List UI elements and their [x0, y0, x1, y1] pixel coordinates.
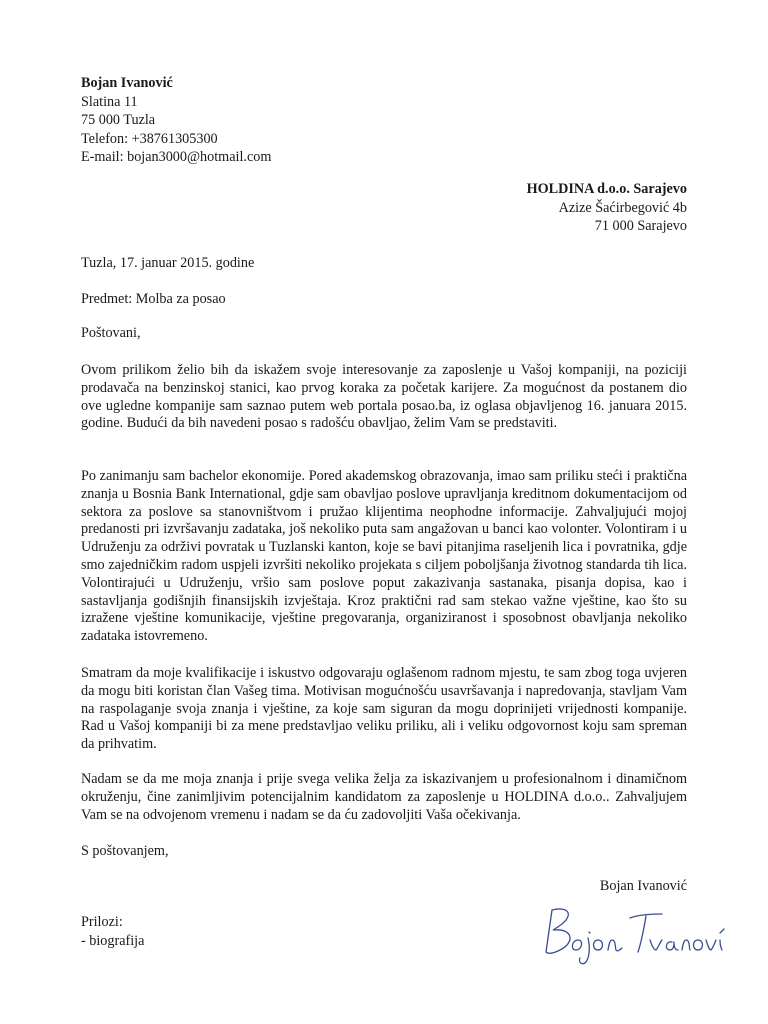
- recipient-street: Azize Šaćirbegović 4b: [558, 199, 687, 216]
- signature-typed-name: Bojan Ivanović: [599, 878, 687, 894]
- sender-city: 75 000 Tuzla: [81, 112, 156, 128]
- attachment-item: - biografija: [81, 932, 145, 949]
- recipient-city: 71 000 Sarajevo: [594, 218, 687, 234]
- paragraph-intro: Ovom prilikom želio bih da iskažem svoje interesovanje za zaposlenje u Vašoj kompaniji, na poziciji prodavača na benzinskoj stanici, kao prvog koraka za početak karijere. Za mogućnost da postanem dio ove ugledne kompanije sam saznao putem web portala posao.ba, iz oglasa objavljenog 16. januara 2015. godine. Budući da bih navedeni posao s radošću obavljao, želim Vam se predstaviti.: [81, 362, 687, 432]
- sender-phone: Telefon: +38761305300: [81, 130, 218, 147]
- paragraph-qualifications: Smatram da moje kvalifikacije i iskustvo odgovaraju oglašenom radnom mjestu, te sam zbog toga uvjeren da mogu biti koristan član Vašeg tima. Motivisan mogućnošću usavršavanja i napredovanja, stavljam Vam na raspolaganje svoja znanja i vještine, za koje sam siguran da mogu doprinijeti vrijednosti kompanije. Rad u Vašoj kompaniji bi za mene predstavljao veliku priliku, ali i veliku odgovornost koju sam spreman da prihvatim.: [81, 665, 687, 753]
- sender-block: [81, 74, 401, 167]
- salutation: Poštovani,: [81, 325, 141, 341]
- sender-name: Bojan Ivanović: [81, 75, 173, 91]
- closing-line: S poštovanjem,: [81, 843, 169, 859]
- attachments-block: [81, 913, 144, 950]
- paragraph-experience: Po zanimanju sam bachelor ekonomije. Pored akademskog obrazovanja, imao sam priliku steći i praktična znanja u Bosnia Bank International, gdje sam obavljao poslove upravljanja kreditnom dokumentacijom od sektora za poslove sa stanovništvom i pružao klijentima neophodne informacije. Zahvaljujući mojoj predanosti pri izvršavanju zadataka, još nekoliko puta sam angažovan u banci kao volonter. Volontiram i u Udruženju za održivi povratak u Tuzlanski kanton, koje se bavi pitanjima raseljenih lica i povratnika, gdje smo zajedničkim radom uspjeli izvršiti nekoliko projekata s ciljem poboljšanja životnog standarda tih lica. Volontirajući u Udruženju, vršio sam poslove poput zakazivanja sastanaka, pisanja dopisa, kao i sastavljanja godišnjih finansijskih izvještaja. Kroz praktični rad sam stekao važne vještine, kao što su izražene vještine komunikacije, vještine pregovaranja, organiziranost i sposobnost obavljanja nekoliko zadataka istovremeno.: [81, 468, 687, 645]
- attachments-label: Prilozi:: [81, 914, 123, 930]
- subject-line: Predmet: Molba za posao: [81, 291, 226, 307]
- date-line: Tuzla, 17. januar 2015. godine: [81, 255, 255, 271]
- recipient-block: [367, 180, 687, 236]
- sender-street: Slatina 11: [81, 93, 138, 110]
- handwritten-signature: [538, 900, 728, 966]
- sender-email: E-mail: bojan3000@hotmail.com: [81, 149, 272, 165]
- recipient-company: HOLDINA d.o.o. Sarajevo: [526, 181, 687, 197]
- paragraph-closing: Nadam se da me moja znanja i prije svega velika želja za iskazivanjem u profesionalnom i dinamičnom okruženju, čine zanimljivim potencijalnim kandidatom za zaposlenje u HOLDINA d.o.o.. Zahvaljujem Vam se na odvojenom vremenu i nadam se da ću zadovoljiti Vaša očekivanja.: [81, 771, 687, 823]
